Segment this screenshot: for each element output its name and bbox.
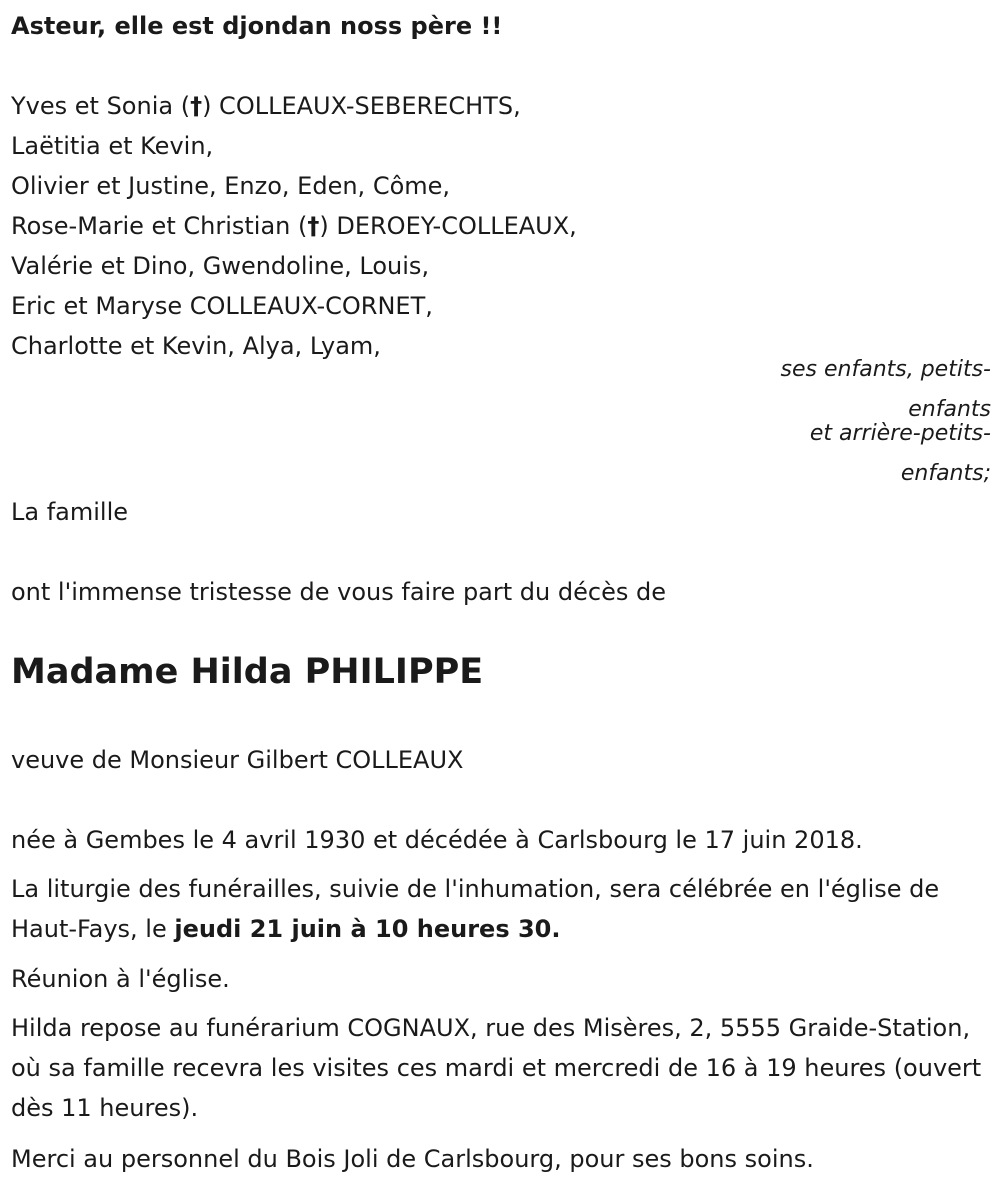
liturgy-text: La liturgie des funérailles, suivie de l'inhumation, sera célébrée en l'église de Haut-Fays, le <box>11 875 940 943</box>
reunion-text: Réunion à l'église. <box>11 965 230 993</box>
family-line-3: Olivier et Justine, Enzo, Eden, Côme, <box>11 172 451 200</box>
famille-label: La famille <box>11 498 129 526</box>
family-line-1 <box>11 91 521 121</box>
role-line-2: enfants <box>908 397 991 422</box>
deceased-cross-icon: † <box>307 212 320 240</box>
family-line-4-after: ) DEROEY-COLLEAUX, <box>319 212 577 240</box>
announce-text: ont l'immense tristesse de vous faire part du décès de <box>11 578 666 606</box>
family-line-4-before: Rose-Marie et Christian ( <box>11 212 308 240</box>
birth-death: née à Gembes le 4 avril 1930 et décédée à Carlsbourg le 17 juin 2018. <box>11 826 863 854</box>
role-line-3: et arrière-petits- <box>809 421 991 446</box>
family-line-1-before: Yves et Sonia ( <box>11 92 191 120</box>
family-line-5: Valérie et Dino, Gwendoline, Louis, <box>11 252 430 280</box>
role-line-4: enfants; <box>900 461 991 486</box>
role-line-1: ses enfants, petits- <box>780 357 991 382</box>
heading: Asteur, elle est djondan noss père !! <box>11 12 503 40</box>
deceased-cross-icon: † <box>190 92 203 120</box>
family-line-1-after: ) COLLEAUX-SEBERECHTS, <box>202 92 521 120</box>
family-line-6: Eric et Maryse COLLEAUX-CORNET, <box>11 292 433 320</box>
liturgy-paragraph <box>11 869 986 949</box>
family-line-4 <box>11 211 577 241</box>
widow-of: veuve de Monsieur Gilbert COLLEAUX <box>11 746 464 774</box>
family-line-2: Laëtitia et Kevin, <box>11 132 214 160</box>
liturgy-date: jeudi 21 juin à 10 heures 30. <box>174 915 561 943</box>
family-line-7: Charlotte et Kevin, Alya, Lyam, <box>11 332 381 360</box>
thanks-text: Merci au personnel du Bois Joli de Carlsbourg, pour ses bons soins. <box>11 1145 814 1173</box>
deceased-name: Madame Hilda PHILIPPE <box>11 652 484 692</box>
repose-paragraph: Hilda repose au funérarium COGNAUX, rue des Misères, 2, 5555 Graide-Station, où sa famille recevra les visites ces mardi et mercredi de 16 à 19 heures (ouvert dès 11 heures). <box>11 1014 982 1122</box>
